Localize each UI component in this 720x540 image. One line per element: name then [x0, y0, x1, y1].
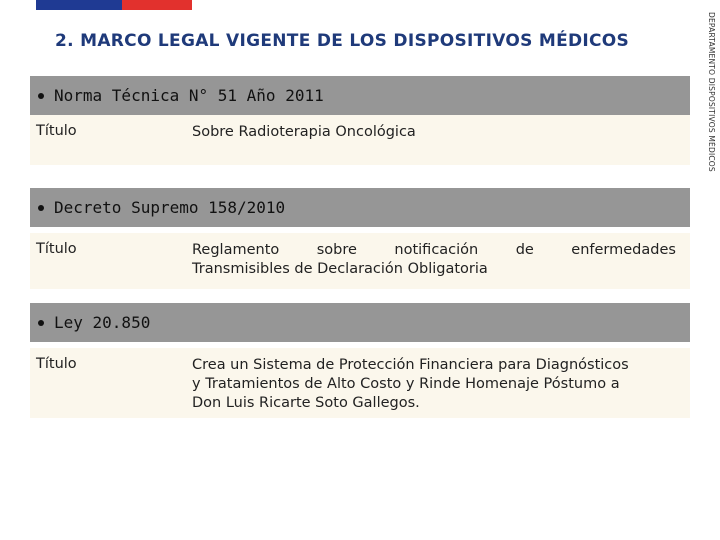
section-heading: Ley 20.850 — [54, 313, 151, 332]
word: notificación — [394, 242, 479, 258]
section-heading: Norma Técnica N° 51 Año 2011 — [54, 86, 324, 105]
text-line: Sobre Radioterapia Oncológica — [192, 124, 416, 140]
bullet-icon — [38, 93, 44, 99]
section-text — [192, 241, 676, 279]
text-line: Transmisibles de Declaración Obligatoria — [192, 261, 488, 277]
side-department-label: DEPARTAMENTO DISPOSITIVOS MÉDICOS — [707, 12, 716, 172]
section-body-ley — [30, 348, 690, 418]
word: sobre — [316, 242, 357, 258]
word: enfermedades — [571, 242, 676, 258]
bullet-icon — [38, 205, 44, 211]
word: Reglamento — [192, 242, 280, 258]
text-line: Don Luis Ricarte Soto Gallegos. — [192, 395, 420, 411]
justified-line — [192, 241, 676, 260]
section-header-decreto — [30, 188, 690, 227]
bullet-icon — [38, 320, 44, 326]
section-body-norma — [30, 115, 690, 165]
word: de — [515, 242, 534, 258]
section-body-decreto — [30, 233, 690, 289]
section-label: Título — [36, 241, 77, 257]
section-header-ley — [30, 303, 690, 342]
section-header-norma — [30, 76, 690, 115]
section-text — [192, 356, 676, 413]
section-text — [192, 123, 676, 142]
section-label: Título — [36, 356, 77, 372]
page-title: 2. MARCO LEGAL VIGENTE DE LOS DISPOSITIVOS MÉDICOS — [55, 31, 630, 51]
text-line: Crea un Sistema de Protección Financiera para Diagnósticos — [192, 357, 629, 373]
text-line: y Tratamientos de Alto Costo y Rinde Homenaje Póstumo a — [192, 376, 620, 392]
section-heading: Decreto Supremo 158/2010 — [54, 198, 286, 217]
section-label: Título — [36, 123, 77, 139]
flag-red-stripe — [122, 0, 192, 10]
flag-blue-stripe — [36, 0, 122, 10]
